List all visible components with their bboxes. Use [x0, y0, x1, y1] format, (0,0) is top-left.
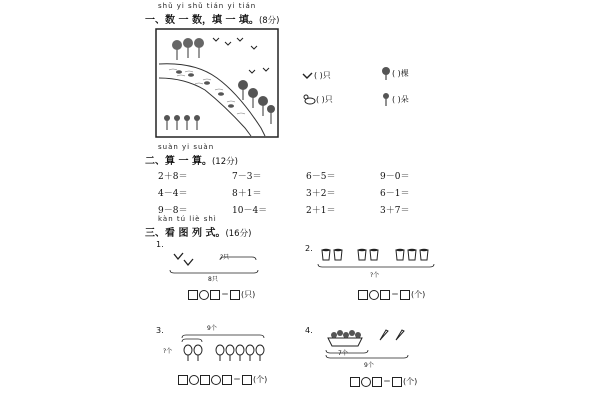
basket-icon [328, 330, 362, 346]
bucket-icon [322, 250, 428, 260]
answer-box[interactable] [350, 377, 360, 387]
answer-box[interactable] [392, 377, 402, 387]
section2-title [145, 152, 238, 167]
problem1-top-label: ?只 [220, 254, 230, 261]
equation-item[interactable]: 9－0＝ [380, 172, 410, 182]
section3-score: (16分) [225, 229, 252, 239]
problem4-formula: ＝ (个) [350, 376, 417, 387]
problem1-number: 1. [156, 240, 164, 249]
answer-box[interactable] [210, 290, 220, 300]
equation-item[interactable]: 6－5＝ [306, 172, 336, 182]
problem4-number: 4. [305, 326, 313, 335]
problem4-bottom-label: 9个 [364, 362, 374, 369]
problem2-bottom-label: ?个 [370, 272, 380, 279]
section1-title-text: 一、数 一 数，填 一 填。 [145, 15, 259, 26]
section2-score: (12分) [211, 157, 238, 167]
operator-circle[interactable] [361, 377, 371, 387]
equation-item[interactable]: 9－8＝ [158, 206, 188, 216]
equation-item[interactable]: 3＋2＝ [306, 189, 336, 199]
problem3-formula: ＝ (个) [178, 374, 267, 385]
answer-box[interactable] [200, 375, 210, 385]
answer-box[interactable] [358, 290, 368, 300]
equation-item[interactable]: 2＋8＝ [158, 172, 188, 182]
section2-title-text: 二、算 一 算。 [145, 156, 212, 167]
duck-icon [302, 93, 316, 105]
operator-circle[interactable] [369, 290, 379, 300]
count-flowers-blank[interactable]: ( )朵 [392, 94, 409, 104]
problem4-unit: (个) [403, 377, 418, 386]
answer-box[interactable] [372, 377, 382, 387]
problem3-number: 3. [156, 326, 164, 335]
equation-item[interactable]: 7－3＝ [232, 172, 262, 182]
problem2-formula: ＝ (个) [358, 289, 425, 300]
counting-scene-picture [155, 28, 279, 138]
answer-box[interactable] [242, 375, 252, 385]
problem4-basket-diagram [318, 322, 418, 362]
count-row-birds [302, 70, 331, 81]
count-birds-blank[interactable]: ( )只 [314, 71, 331, 80]
equation-item[interactable]: 8＋1＝ [232, 189, 262, 199]
tree-icon [380, 66, 392, 80]
answer-box[interactable] [178, 375, 188, 385]
answer-box[interactable] [188, 290, 198, 300]
flower-icon [380, 92, 392, 106]
answer-box[interactable] [230, 290, 240, 300]
carrot-icon [380, 330, 404, 340]
count-row-trees [380, 66, 409, 80]
count-trees-blank[interactable]: ( )棵 [392, 68, 409, 78]
answer-box[interactable] [400, 290, 410, 300]
problem3-balloons-diagram [170, 328, 270, 364]
count-ducks-blank[interactable]: ( )只 [316, 94, 333, 104]
equation-item[interactable]: 2＋1＝ [306, 206, 336, 216]
operator-circle[interactable] [199, 290, 209, 300]
problem1-formula: ＝ (只) [188, 289, 255, 300]
count-row-ducks [302, 93, 333, 105]
equation-item[interactable]: 4－4＝ [158, 189, 188, 199]
equation-item[interactable]: 10－4＝ [232, 206, 268, 216]
problem2-number: 2. [305, 244, 313, 253]
section1-pinyin: shǔ yi shǔ tián yi tián [158, 2, 257, 10]
equation-item[interactable]: 6－1＝ [380, 189, 410, 199]
section2-pinyin: suàn yi suàn [158, 143, 215, 151]
section1-title [145, 11, 279, 26]
problem2-buckets-diagram [312, 240, 442, 274]
problem3-top-label: 9个 [207, 325, 217, 332]
bird-icon [174, 253, 193, 265]
operator-circle[interactable] [189, 375, 199, 385]
answer-box[interactable] [222, 375, 232, 385]
problem1-bottom-label: 8只 [208, 276, 218, 283]
answer-box[interactable] [380, 290, 390, 300]
bird-icon [302, 71, 314, 81]
count-row-flowers [380, 92, 409, 106]
section3-title-text: 三、看 图 列 式。 [145, 228, 226, 239]
equation-item[interactable]: 3＋7＝ [380, 206, 410, 216]
problem3-unit: (个) [253, 375, 268, 384]
section1-score: (8分) [258, 16, 280, 26]
problem1-unit: (只) [241, 290, 256, 299]
problem3-left-label: ?个 [163, 348, 173, 355]
balloon-icon [184, 345, 264, 361]
problem2-unit: (个) [411, 290, 426, 299]
operator-circle[interactable] [211, 375, 221, 385]
section3-title [145, 224, 251, 239]
problem4-left-label: 7个 [338, 350, 348, 357]
section3-pinyin: kàn tú liè shì [158, 215, 217, 223]
